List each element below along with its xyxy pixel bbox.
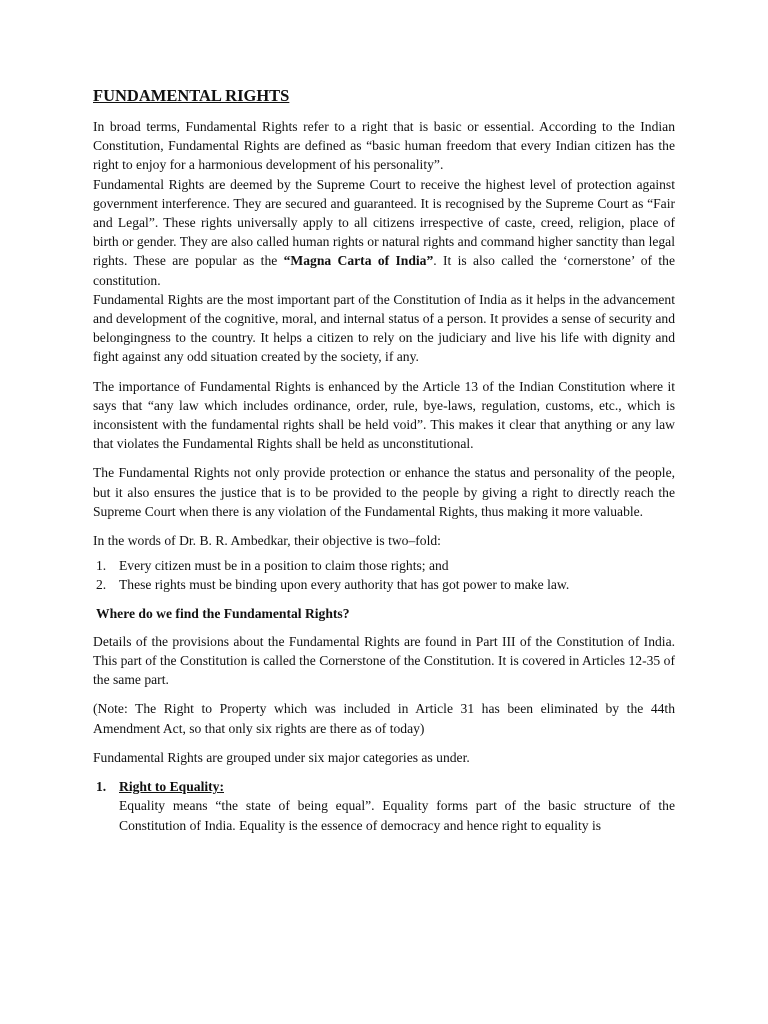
paragraph-justice: The Fundamental Rights not only provide protection or enhance the status and personality of the people, but it also ensures the justice that is to be provided to the people by giving a right to directly reach the Supreme Court when there is any violation of the Fundamental Rights, thus making it more valuable.	[93, 465, 675, 519]
list-item-text: These rights must be binding upon every authority that has got power to make law.	[119, 577, 570, 593]
paragraph-note: (Note: The Right to Property which was included in Article 31 has been eliminated by the 44th Amendment Act, so that only six rights are there as of today)	[93, 701, 675, 736]
paragraph-ambedkar: In the words of Dr. B. R. Ambedkar, their objective is two–fold:	[93, 533, 441, 549]
paragraph-importance: Fundamental Rights are the most important part of the Constitution of India as it helps in the advancement and development of the cognitive, moral, and internal status of a person. It provides a sense of security and belongingness to the country. It helps a citizen to rely on the judiciary and live his life with dignity and fight against any odd situation created by the society, if any.	[93, 291, 675, 365]
paragraph-categories-intro: Fundamental Rights are grouped under six major categories as under.	[93, 749, 470, 765]
section-heading: Where do we find the Fundamental Rights?	[96, 605, 350, 621]
paragraph-supreme-court-text: Fundamental Rights are deemed by the Supreme Court to receive the highest level of protection against government interference. They are secured and guaranteed. It is recognised by the Supreme Court as “Fair and Legal”. These rights universally apply to all citizens irrespective of caste, creed, religion, place of birth or gender. They are also called human rights or natural rights and command higher sanctity than legal rights. These are popular as the	[93, 176, 675, 269]
list-number: 1.	[96, 558, 107, 574]
list-item	[93, 575, 675, 594]
list-item	[93, 556, 675, 575]
category-number: 1.	[96, 779, 107, 795]
list-number: 2.	[96, 577, 107, 593]
category-text: Equality means “the state of being equal”. Equality forms part of the basic structure of the Constitution of India. Equality is the essence of democracy and hence right to equality is	[119, 798, 675, 833]
list-item-text: Every citizen must be in a position to claim those rights; and	[119, 558, 449, 574]
paragraph-supreme-court-tail: . It is also called the ‘cornerstone’ of the constitution.	[93, 253, 676, 288]
category-title: Right to Equality:	[119, 779, 224, 795]
magna-carta-phrase: “Magna Carta of India”	[283, 253, 434, 269]
document-page	[93, 86, 675, 835]
category-right-to-equality	[93, 777, 675, 835]
paragraph-article-13: The importance of Fundamental Rights is enhanced by the Article 13 of the Indian Constitution where it says that “any law which includes ordinance, order, rule, bye-laws, regulation, customs, etc., which is inconsistent with the fundamental rights shall be held void”. This makes it clear that anything or any law that violates the Fundamental Rights shall be held as unconstitutional.	[93, 378, 675, 452]
paragraph-definition: In broad terms, Fundamental Rights refer to a right that is basic or essential. According to the Indian Constitution, Fundamental Rights are defined as “basic human freedom that every Indian citizen has the right to enjoy for a harmonious development of his personality”.	[93, 119, 675, 173]
objectives-list	[93, 556, 675, 594]
document-title: FUNDAMENTAL RIGHTS	[93, 86, 290, 105]
paragraph-supreme-court	[93, 175, 675, 290]
paragraph-part-iii: Details of the provisions about the Fundamental Rights are found in Part III of the Constitution of India. This part of the Constitution is called the Cornerstone of the Constitution. It is covered in Articles 12-35 of the same part.	[93, 633, 675, 688]
